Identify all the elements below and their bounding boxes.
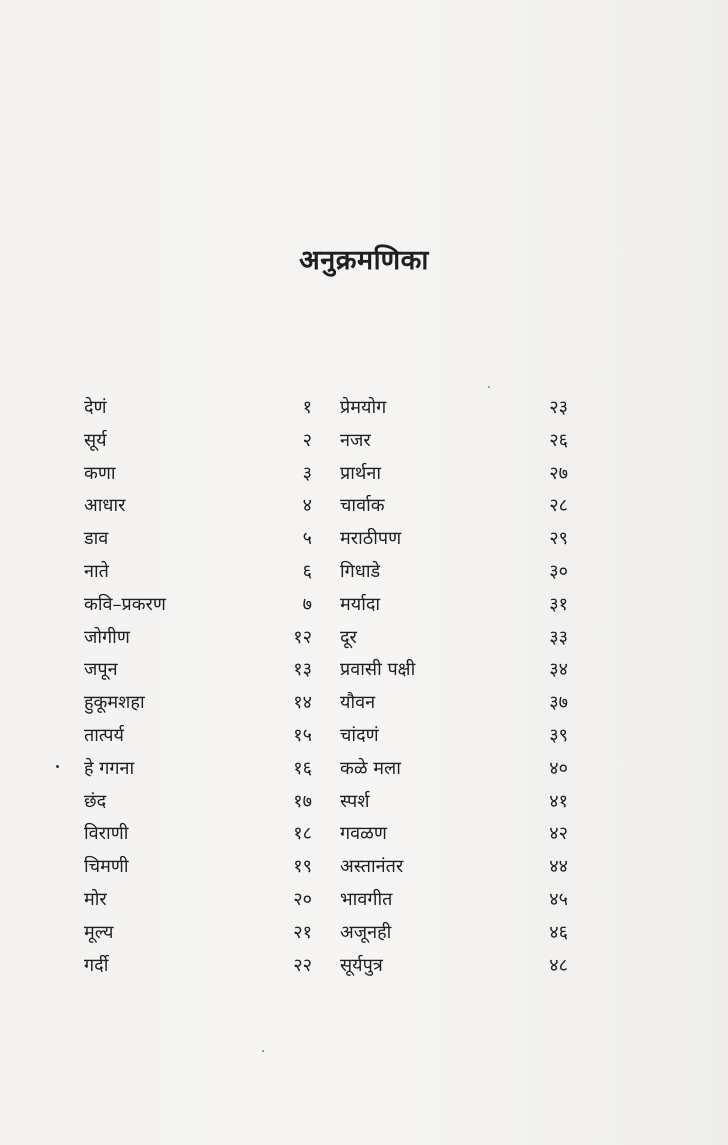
toc-left-page-number: २१ bbox=[293, 921, 312, 943]
toc-row bbox=[0, 589, 728, 621]
toc-right-title: सूर्यपुत्र bbox=[340, 954, 383, 976]
ink-speck bbox=[488, 386, 490, 388]
toc-row bbox=[0, 687, 728, 719]
toc-right-title: मराठीपण bbox=[340, 528, 402, 550]
toc-right-page-number: ४५ bbox=[549, 889, 568, 910]
toc-right-page-number: ४१ bbox=[549, 790, 568, 812]
toc-right-page-number: ४८ bbox=[549, 954, 568, 976]
toc-row bbox=[0, 392, 728, 424]
toc-left-title: छंद bbox=[84, 790, 107, 812]
toc-left-page-number: १४ bbox=[293, 692, 312, 714]
toc-left-title: कवि–प्रकरण bbox=[84, 593, 166, 615]
toc-right-page-number: ४६ bbox=[549, 921, 568, 943]
toc-left-page-number: ३ bbox=[302, 462, 312, 484]
toc-left-title: हे गगना bbox=[84, 757, 135, 779]
toc-left-title: कणा bbox=[84, 462, 116, 484]
toc-row bbox=[0, 753, 728, 785]
toc-left-page-number: १७ bbox=[293, 790, 312, 812]
toc-left-page-number: १८ bbox=[293, 823, 312, 845]
toc-left-title: तात्पर्य bbox=[84, 725, 124, 746]
toc-right-page-number: २८ bbox=[549, 495, 568, 517]
toc-right-title: गवळण bbox=[340, 823, 387, 845]
toc-row bbox=[0, 425, 728, 457]
toc-right-page-number: २६ bbox=[549, 429, 568, 451]
toc-row bbox=[0, 786, 728, 818]
toc-right-title: दूर bbox=[340, 626, 357, 648]
toc-row bbox=[0, 622, 728, 654]
toc-left-title: मोर bbox=[84, 889, 107, 910]
toc-left-title: जपून bbox=[84, 659, 118, 681]
toc-left-page-number: ५ bbox=[302, 528, 312, 550]
toc-left-title: मूल्य bbox=[84, 921, 114, 943]
toc-right-title: मर्यादा bbox=[340, 593, 381, 615]
toc-row bbox=[0, 654, 728, 686]
toc-right-title: यौवन bbox=[340, 692, 376, 714]
toc-row bbox=[0, 490, 728, 522]
toc-left-page-number: ४ bbox=[302, 495, 312, 517]
toc-row bbox=[0, 523, 728, 555]
toc-left-page-number: १३ bbox=[293, 659, 312, 681]
toc-left-page-number: १९ bbox=[293, 856, 312, 878]
toc-row bbox=[0, 851, 728, 883]
toc-left-title: नाते bbox=[84, 561, 109, 582]
toc-right-page-number: ३९ bbox=[549, 725, 568, 746]
toc-left-page-number: १ bbox=[302, 397, 312, 418]
toc-left-title: चिमणी bbox=[84, 856, 129, 878]
toc-right-page-number: ४० bbox=[549, 757, 568, 779]
toc-left-title: देणं bbox=[84, 397, 107, 418]
toc-left-page-number: २० bbox=[293, 889, 312, 910]
page-title: अनुक्रमणिका bbox=[299, 245, 429, 276]
ink-speck bbox=[56, 765, 59, 768]
toc-right-title: प्रार्थना bbox=[340, 462, 382, 484]
toc-right-page-number: २७ bbox=[549, 462, 568, 484]
toc-right-page-number: २९ bbox=[549, 528, 568, 550]
toc-left-page-number: ७ bbox=[302, 593, 312, 615]
toc-row bbox=[0, 720, 728, 752]
toc-left-page-number: १५ bbox=[293, 725, 312, 746]
toc-right-title: अजूनही bbox=[340, 921, 392, 943]
toc-right-title: चार्वाक bbox=[340, 495, 385, 517]
toc-right-title: प्रवासी पक्षी bbox=[340, 659, 416, 681]
toc-row bbox=[0, 818, 728, 850]
toc-row bbox=[0, 884, 728, 916]
toc-left-title: सूर्य bbox=[84, 429, 107, 451]
ink-speck bbox=[262, 1050, 264, 1052]
toc-right-title: भावगीत bbox=[340, 889, 393, 910]
toc-left-title: विराणी bbox=[84, 823, 129, 845]
toc-left-page-number: २ bbox=[302, 429, 312, 451]
toc-row bbox=[0, 950, 728, 982]
toc-right-title: गिधाडे bbox=[340, 561, 381, 582]
toc-right-page-number: ३० bbox=[549, 561, 568, 582]
toc-left-page-number: १२ bbox=[293, 626, 312, 648]
toc-row bbox=[0, 917, 728, 949]
toc-right-page-number: ३१ bbox=[549, 593, 568, 615]
toc-row bbox=[0, 556, 728, 588]
toc-right-title: अस्तानंतर bbox=[340, 856, 404, 878]
toc-right-title: नजर bbox=[340, 429, 371, 451]
toc-right-page-number: ३४ bbox=[549, 659, 568, 681]
toc-left-page-number: ६ bbox=[302, 561, 312, 582]
toc-left-title: गर्दी bbox=[84, 954, 109, 976]
toc-right-title: चांदणं bbox=[340, 725, 379, 746]
toc-right-page-number: ३३ bbox=[549, 626, 568, 648]
toc-row bbox=[0, 458, 728, 490]
toc-right-title: स्पर्श bbox=[340, 790, 370, 812]
toc-left-title: हुकूमशहा bbox=[84, 692, 145, 714]
toc-right-page-number: २३ bbox=[549, 397, 568, 418]
toc-left-title: आधार bbox=[84, 495, 126, 517]
toc-right-title: प्रेमयोग bbox=[340, 397, 387, 418]
toc-right-page-number: ४२ bbox=[549, 823, 568, 845]
toc-left-page-number: १६ bbox=[293, 757, 312, 779]
toc-right-page-number: ४४ bbox=[549, 856, 568, 878]
toc-right-page-number: ३७ bbox=[549, 692, 568, 714]
table-of-contents bbox=[0, 392, 728, 992]
toc-left-title: डाव bbox=[84, 528, 109, 550]
toc-left-title: जोगीण bbox=[84, 626, 130, 648]
toc-left-page-number: २२ bbox=[293, 954, 312, 976]
toc-right-title: कळे मला bbox=[340, 757, 401, 779]
